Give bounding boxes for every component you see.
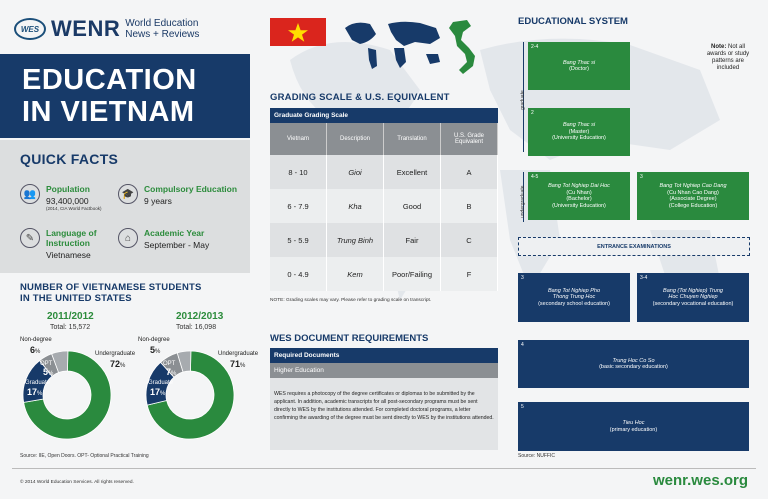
students-source: Source: IIE, Open Doors. OPT- Optional Practical Training (20, 453, 149, 459)
label-graduate-1: Graduate (25, 380, 51, 386)
higher-education-header: Higher Education (270, 363, 498, 378)
label-undergraduate-1: Undergraduate (95, 351, 136, 357)
col-vietnam: Vietnam (270, 123, 327, 155)
value-graduate-2: 17% (150, 387, 166, 397)
lower-secondary-box: 4 Trung Hoc Co So (basic secondary education) (518, 340, 749, 388)
label-graduate-2: Graduate (148, 380, 174, 386)
table-row: 8 - 10 Gioi Excellent A (270, 155, 498, 189)
academic-year-fact: ⌂ Academic Year September - May (118, 228, 209, 250)
system-note: Note: Not all awards or study patterns are included (706, 44, 750, 71)
quick-facts-title: QUICK FACTS (20, 151, 119, 167)
educational-system-title: EDUCATIONAL SYSTEM (518, 16, 628, 27)
doctor-box: 2-4 Bang Thac si (Doctor) (528, 42, 630, 90)
total-label-2: Total: 16,098 (176, 324, 217, 331)
page-title: EDUCATION IN VIETNAM (0, 54, 250, 138)
table-row: 0 - 4.9 Kem Poor/Failing F (270, 257, 498, 291)
students-title: NUMBER OF VIETNAMESE STUDENTS IN THE UNITED STATES (20, 282, 202, 304)
copyright: © 2014 World Education Services. All rights reserved. (20, 480, 134, 485)
col-description: Description (327, 123, 384, 155)
col-us-grade: U.S. Grade Equivalent (441, 123, 498, 155)
label-non-degree-1: Non-degree (20, 337, 52, 343)
grading-rows (270, 155, 498, 291)
population-fact: 👥 Population 93,400,000 (2014, CIA World Factbook) (20, 184, 101, 211)
wes-requirements-title: WES DOCUMENT REQUIREMENTS (270, 333, 429, 344)
value-graduate-1: 17% (27, 387, 43, 397)
label-opt-2: OPT (163, 361, 176, 367)
grading-title: GRADING SCALE & U.S. EQUIVALENT (270, 92, 450, 103)
value-opt-2: 7% (166, 367, 177, 377)
quick-facts-panel (0, 140, 250, 273)
table-row: 5 - 5.9 Trung Binh Fair C (270, 223, 498, 257)
language-fact: ✎ Language of Instruction Vietnamese (20, 228, 97, 260)
primary-box: 5 Tieu Hoc (primary education) (518, 402, 749, 451)
logo-wordmark: WENR (51, 16, 121, 41)
school-building-icon: ⌂ (118, 228, 138, 248)
wes-logo-icon: WES (14, 18, 46, 40)
entrance-examinations-box: ENTRANCE EXAMINATIONS (518, 237, 750, 256)
grading-note: NOTE: Grading scales may vary. Please refer to grading scale on transcript. (270, 298, 432, 303)
vietnam-flag (270, 18, 326, 46)
grading-table-header: Graduate Grading Scale (270, 108, 498, 123)
value-undergraduate-2: 71% (230, 359, 246, 369)
site-url-link[interactable]: wenr.wes.org (652, 472, 748, 489)
value-undergraduate-1: 72% (110, 359, 126, 369)
year-label-2: 2012/2013 (176, 311, 224, 322)
star-icon (270, 18, 326, 46)
grading-table (270, 108, 498, 291)
logo-subtitle: World Education News + Reviews (125, 18, 200, 40)
compulsory-education-fact: 🎓 Compulsory Education 9 years (118, 184, 237, 206)
table-row: 6 - 7.9 Kha Good B (270, 189, 498, 223)
wenr-logo[interactable] (14, 16, 199, 42)
col-translation: Translation (384, 123, 441, 155)
label-opt-1: OPT (40, 361, 53, 367)
world-map-icon (340, 16, 450, 71)
master-box: 2 Bang Thac si (Master) (University Education) (528, 108, 630, 156)
upper-secondary-box: 3 Bang Tot Nghiep Pho Thong Trung Hoc (secondary school education) (518, 273, 630, 322)
vocational-box: 3-4 Bang (Tot Nghiep) Trung Hoc Chuyen Nghiep (secondary vocational education) (637, 273, 749, 322)
label-non-degree-2: Non-degree (138, 337, 170, 343)
undergraduate-label: undergraduate (520, 185, 526, 218)
book-icon: ✎ (20, 228, 40, 248)
value-non-degree-1: 6% (30, 345, 41, 355)
graduate-label: graduate (520, 90, 526, 110)
associate-box: 3 Bang Tot Nghiep Cao Dang (Cu Nhan Cao Dang) (Associate Degree) (College Education) (637, 172, 749, 220)
grading-columns (270, 123, 498, 155)
footer (0, 468, 768, 499)
required-documents-header: Required Documents (270, 348, 498, 363)
value-opt-1: 5% (43, 367, 54, 377)
year-label-1: 2011/2012 (47, 311, 94, 322)
value-non-degree-2: 5% (150, 345, 161, 355)
system-source: Source: NUFFIC (518, 453, 555, 459)
wes-requirements-body: WES requires a photocopy of the degree certificates or diplomas to be submitted by the applicant. In addition, academic transcripts for all post-secondary programs must be sent directly to WES by the institutions attended. For completed doctoral programs, a letter confirming the awarding of the degree must be sent directly to WES by the institutions attended. (270, 378, 498, 450)
total-label-1: Total: 15,572 (50, 324, 91, 331)
bachelor-box: 4-5 Bang Tot Nghiep Dai Hoc (Cu Nhan) (Bachelor) (University Education) (528, 172, 630, 220)
label-undergraduate-2: Undergraduate (218, 351, 259, 357)
people-icon: 👥 (20, 184, 40, 204)
footer-divider (12, 468, 756, 469)
vietnam-map-icon (445, 18, 485, 78)
graduation-cap-icon: 🎓 (118, 184, 138, 204)
